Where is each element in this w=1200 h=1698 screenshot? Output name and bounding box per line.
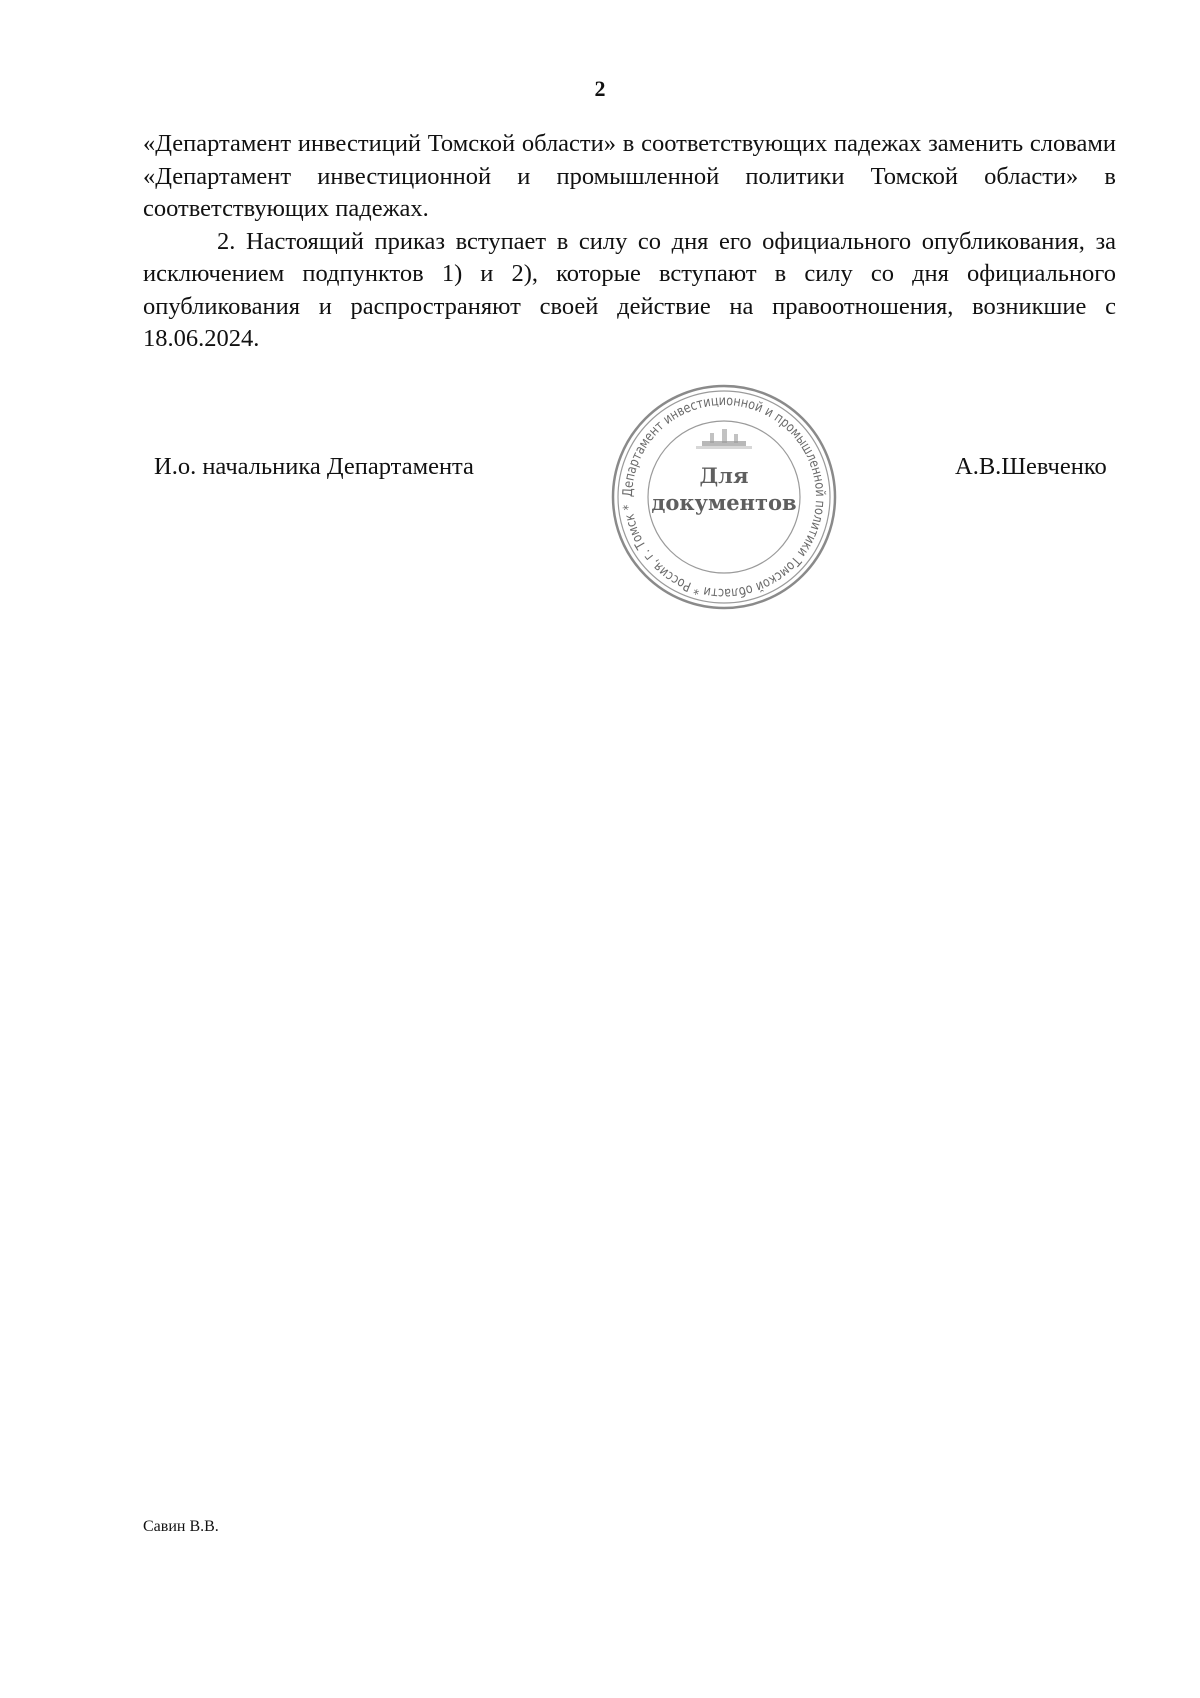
stamp-emblem: [696, 429, 752, 449]
signatory-name: А.В.Шевченко: [955, 453, 1107, 480]
page-number: 2: [594, 76, 606, 101]
stamp-center-line-2: документов: [651, 490, 797, 515]
stamp-center-line-1: Для: [699, 463, 749, 488]
official-stamp: [610, 383, 838, 611]
document-body: [143, 128, 1116, 356]
signature-position: И.о. начальника Департамента: [154, 453, 474, 480]
executor-name: Савин В.В.: [143, 1518, 219, 1535]
paragraph-effective-date: 2. Настоящий приказ вступает в силу со дня его официального опубликования, за исключением подпунктов 1) и 2), которые вступают в силу со дня официального опубликования и распространяют своей действие на правоотношения, возникшие с 18.06.2024.: [143, 227, 1116, 352]
stamp-ring-text: Департамент инвестиционной и промышленной политики Томской области * Россия, г. Томск *: [619, 392, 829, 602]
paragraph-amendment: «Департамент инвестиций Томской области» в соответствующих падежах заменить словами «Департамент инвестиционной и промышленной политики Томской области» в соответствующих падежах.: [143, 130, 1116, 222]
